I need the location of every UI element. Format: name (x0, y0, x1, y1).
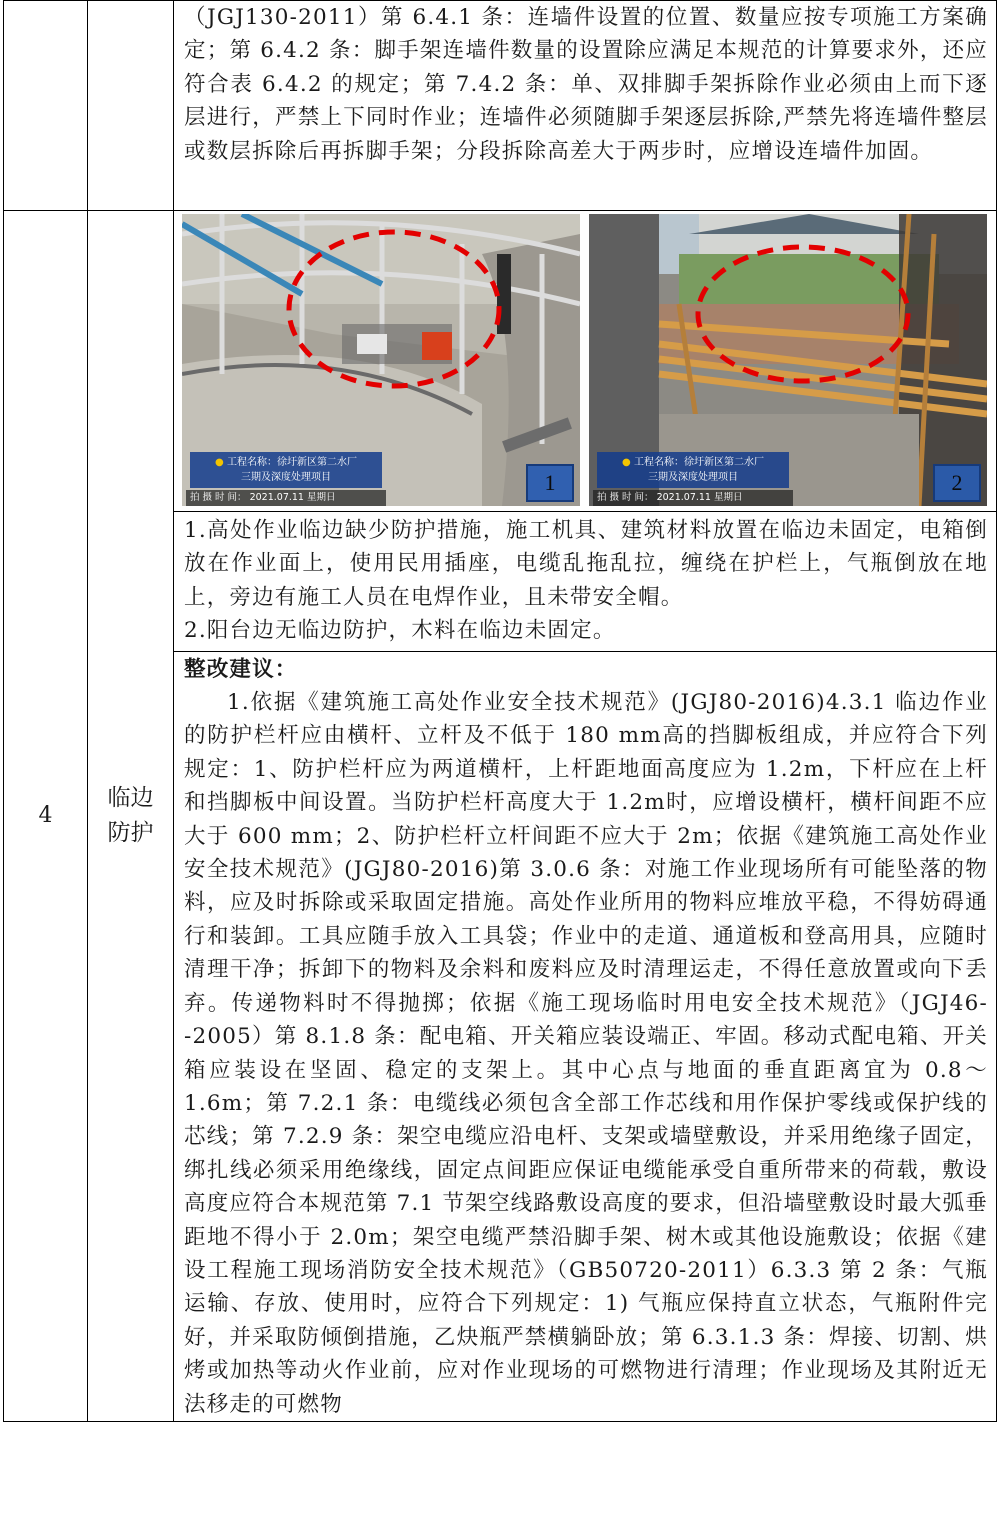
item-number: 4 (4, 211, 88, 1422)
photo-2-time: 拍 摄 时 间： 2021.07.11 星期日 (593, 490, 793, 506)
photo-2-project: 工程名称：徐圩新区第二水厂 (633, 457, 764, 468)
prev-text-cell (174, 1, 997, 211)
site-photo-1 (182, 214, 580, 506)
suggestion-cell (174, 651, 997, 1421)
problem-1: 1.高处作业临边缺少防护措施，施工机具、建筑材料放置在临边未固定，电箱倒放在作业面上，使用民用插座，电缆乱拖乱拉，缠绕在护栏上，气瓶倒放在地上，旁边有施工人员在电焊作业，且未带安全帽。 (184, 518, 988, 610)
location-dot-icon: ● (215, 457, 224, 468)
prev-suggestion-text: （JGJ130-2011）第 6.4.1 条：连墙件设置的位置、数量应按专项施工方案确定；第 6.4.2 条：脚手架连墙件数量的设置除应满足本规范的计算要求外，还应符合表 6.4.2 的规定；第 7.4.2 条：单、双排脚手架拆除作业必须由上而下逐层进行，严禁上下同时作业；连墙件必须随脚手架逐层拆除,严禁先将连墙件整层或数层拆除后再拆脚手架；分段拆除高差大于两步时，应增设连墙件加固。 (184, 5, 988, 164)
location-dot-icon: ● (622, 457, 631, 468)
photo-1-time: 拍 摄 时 间： 2021.07.11 星期日 (186, 490, 386, 506)
suggestion-block (174, 652, 996, 1421)
problem-text (174, 512, 996, 651)
suggestion-text: 1.依据《建筑施工高处作业安全技术规范》(JGJ80-2016)4.3.1 临边作业的防护栏杆应由横杆、立杆及不低于 180 mm高的挡脚板组成，并应符合下列规定：1、防护栏杆应为两道横杆，上杆距地面高度应为 1.2m，下杆应在上杆和挡脚板中间设置。当防护栏杆高度大于 1.2m时，应增设横杆，横杆间距不应大于 600 mm；2、防护栏杆立杆间距不应大于 2m；依据《建筑施工高处作业安全技术规范》(JGJ80-2016)第 3.0.6 条：对施工作业现场所有可能坠落的物料，应及时拆除或采取固定措施。高处作业所用的物料应堆放平稳，不得妨碍通行和装卸。工具应随手放入工具袋；作业中的走道、通道板和登高用具，应随时清理干净；拆卸下的物料及余料和废料应及时清理运走，不得任意放置或向下丢弃。传递物料时不得抛掷；依据《施工现场临时用电安全技术规范》（JGJ46--2005）第 8.1.8 条：配电箱、开关箱应装设端正、牢固。移动式配电箱、开关箱应装设在坚固、稳定的支架上。其中心点与地面的垂直距离宜为 0.8～1.6m；第 7.2.1 条：电缆线必须包含全部工作芯线和用作保护零线或保护线的芯线；第 7.2.9 条：架空电缆应沿电杆、支架或墙壁敷设，并采用绝缘子固定，绑扎线必须采用绝缘线，固定点间距应保证电缆能承受自重所带来的荷载，敷设高度应符合本规范第 7.1 节架空线路敷设高度的要求，但沿墙壁敷设时最大弧垂距地不得小于 2.0m；架空电缆严禁沿脚手架、树木或其他设施敷设；依据《建设工程施工现场消防安全技术规范》（GB50720-2011）6.3.3 第 2 条：气瓶运输、存放、使用时，应符合下列规定：1) 气瓶应保持直立状态，气瓶附件完好，并采取防倾倒措施，乙炔瓶严禁横躺卧放；第 6.3.1.3 条：焊接、切割、烘烤或加热等动火作业前，应对作业现场的可燃物进行清理；作业现场及其附近无法移走的可燃物 (184, 690, 988, 1417)
item-category (88, 211, 174, 1422)
photo-1-badge: 1 (526, 464, 574, 502)
problem-2: 2.阳台边无临边防护，木料在临边未固定。 (184, 618, 616, 644)
photo-2-badge: 2 (933, 464, 981, 502)
photo-row (4, 211, 997, 512)
photo-1-project: 工程名称：徐圩新区第二水厂 (226, 457, 357, 468)
item-category-label: 临边防护 (107, 784, 154, 846)
photo-1-watermark (190, 452, 382, 488)
photo-1-project2: 三期及深度处理项目 (241, 472, 331, 483)
site-photo-2 (589, 214, 987, 506)
prev-number-cell (4, 1, 88, 211)
photo-2-watermark (597, 452, 789, 488)
photo-2-project2: 三期及深度处理项目 (648, 472, 738, 483)
photos-cell (174, 211, 997, 512)
problem-cell (174, 512, 997, 652)
prev-category-cell (88, 1, 174, 211)
previous-item-row (4, 1, 997, 211)
inspection-table (3, 0, 997, 1422)
suggestion-heading: 整改建议： (184, 656, 298, 682)
